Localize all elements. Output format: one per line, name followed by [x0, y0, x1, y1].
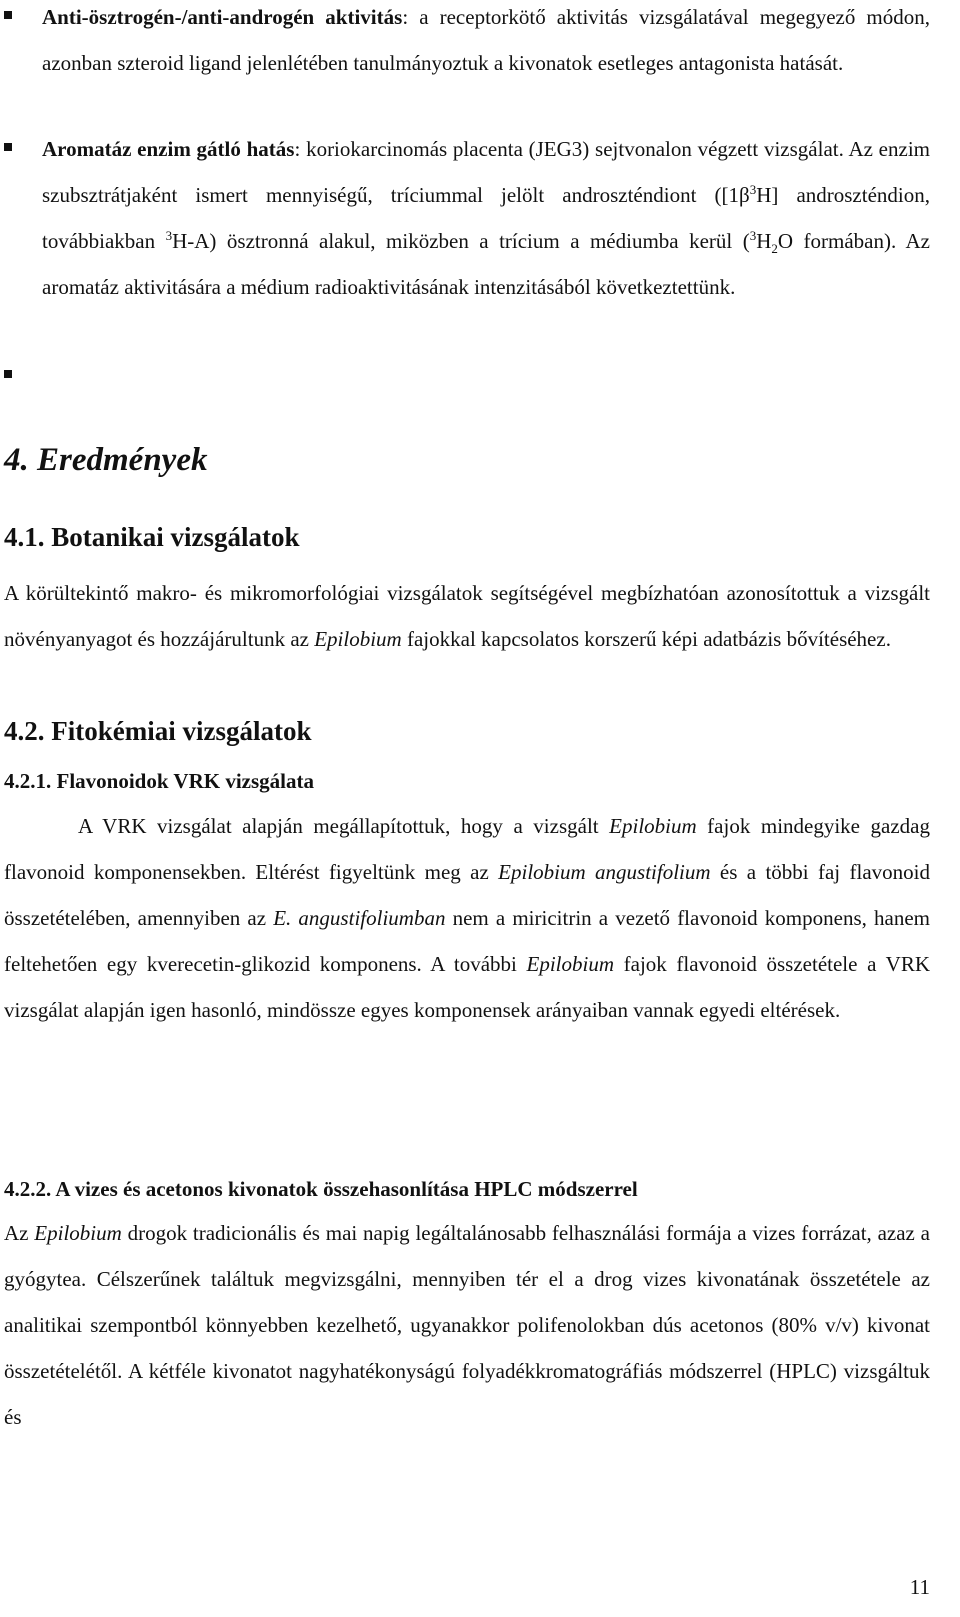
bullet-text: O formában). Az aromatáz aktivitására a médium radioaktivitásának intenzitásából következtettünk.: [42, 229, 931, 299]
bullet-marker-3-empty: [4, 370, 12, 378]
text: drogok tradicionális és mai napig legáltalánosabb felhasználási formája a vizes forrázat, azaz a gyógytea. Célszerűnek találtuk megvizsgálni, mennyiben tér el a drog vizes kivonatának összetétele az analitikai szempontból könnyebben kezelhető, ugyanakkor polifenolokban dús acetonos (80% v/v) kivonat összetételétől. A kétféle kivonatot nagyhatékonyságú folyadékkromatográfiás módszerrel (HPLC) vizsgáltuk és: [4, 1221, 930, 1429]
bullet-text: H] androszténdion, továbbiakban: [42, 183, 930, 253]
superscript: 3: [165, 228, 173, 243]
heading-4-1: 4.1. Botanikai vizsgálatok: [4, 522, 300, 552]
bullet-text: H: [756, 229, 772, 253]
text: fajokkal kapcsolatos korszerű képi adatbázis bővítéséhez.: [401, 627, 891, 651]
superscript: 3: [749, 182, 757, 197]
bullet-term: Aromatáz enzim gátló hatás: [42, 137, 295, 161]
text: nem a miricitrin a vezető flavonoid komponens, hanem feltehetően egy kverecetin-glikozid komponens. A további: [4, 906, 931, 976]
bullet-text: H-A) ösztronná alakul, miközben a trícium a médiumba kerül (: [172, 229, 750, 253]
bullet-term: Anti-ösztrogén-/anti-androgén aktivitás: [42, 5, 403, 29]
bullet-marker-1: [4, 11, 12, 19]
taxon-name: Epilobium: [34, 1221, 122, 1245]
subscript: 2: [771, 241, 778, 257]
taxon-name: Epilobium: [314, 627, 402, 651]
paragraph-4-2-1: [4, 803, 930, 1033]
bullet-item-aromatase: [42, 126, 930, 310]
superscript: 3: [749, 228, 757, 243]
text: Az: [4, 1221, 35, 1245]
bullet-text: : a receptorkötő aktivitás vizsgálatával megegyező módon, azonban szteroid ligand jelenlétében tanulmányoztuk a kivonatok esetleges antagonista hatását.: [42, 5, 930, 75]
page-number: 11: [909, 1575, 930, 1599]
text: és a többi faj flavonoid összetételében, amennyiben az: [4, 860, 930, 930]
paragraph-4-2-2: [4, 1210, 930, 1440]
bullet-text: : koriokarcinomás placenta (JEG3) sejtvonalon végzett vizsgálat. Az enzim szubsztrátjaként ismert mennyiségű, tríciummal jelölt androszténdiont ([1β: [42, 137, 930, 207]
taxon-name: E. angustifoliumban: [273, 906, 446, 930]
text: A VRK vizsgálat alapján megállapítottuk, hogy a vizsgált: [78, 814, 610, 838]
heading-4-2-1: 4.2.1. Flavonoidok VRK vizsgálata: [4, 769, 314, 793]
paragraph-4-1: [4, 570, 930, 662]
heading-4-2-2: 4.2.2. A vizes és acetonos kivonatok összehasonlítása HPLC módszerrel: [4, 1177, 638, 1201]
bullet-marker-2: [4, 143, 12, 151]
text: A körültekintő makro- és mikromorfológiai vizsgálatok segítségével megbízhatóan azonosítottuk a vizsgált növényanyagot és hozzájárultunk az: [4, 581, 930, 651]
taxon-name: Epilobium: [609, 814, 697, 838]
taxon-name: Epilobium angustifolium: [498, 860, 711, 884]
taxon-name: Epilobium: [526, 952, 615, 976]
heading-4-2: 4.2. Fitokémiai vizsgálatok: [4, 716, 312, 746]
text: fajok flavonoid összetétele a VRK vizsgálat alapján igen hasonló, mindössze egyes komponensek arányaiban vannak egyedi eltérések.: [4, 952, 930, 1022]
bullet-item-anti-estrogen: [42, 0, 930, 86]
text: fajok mindegyike gazdag flavonoid komponensekben. Eltérést figyeltünk meg az: [4, 814, 930, 884]
heading-results: 4. Eredmények: [4, 442, 208, 478]
